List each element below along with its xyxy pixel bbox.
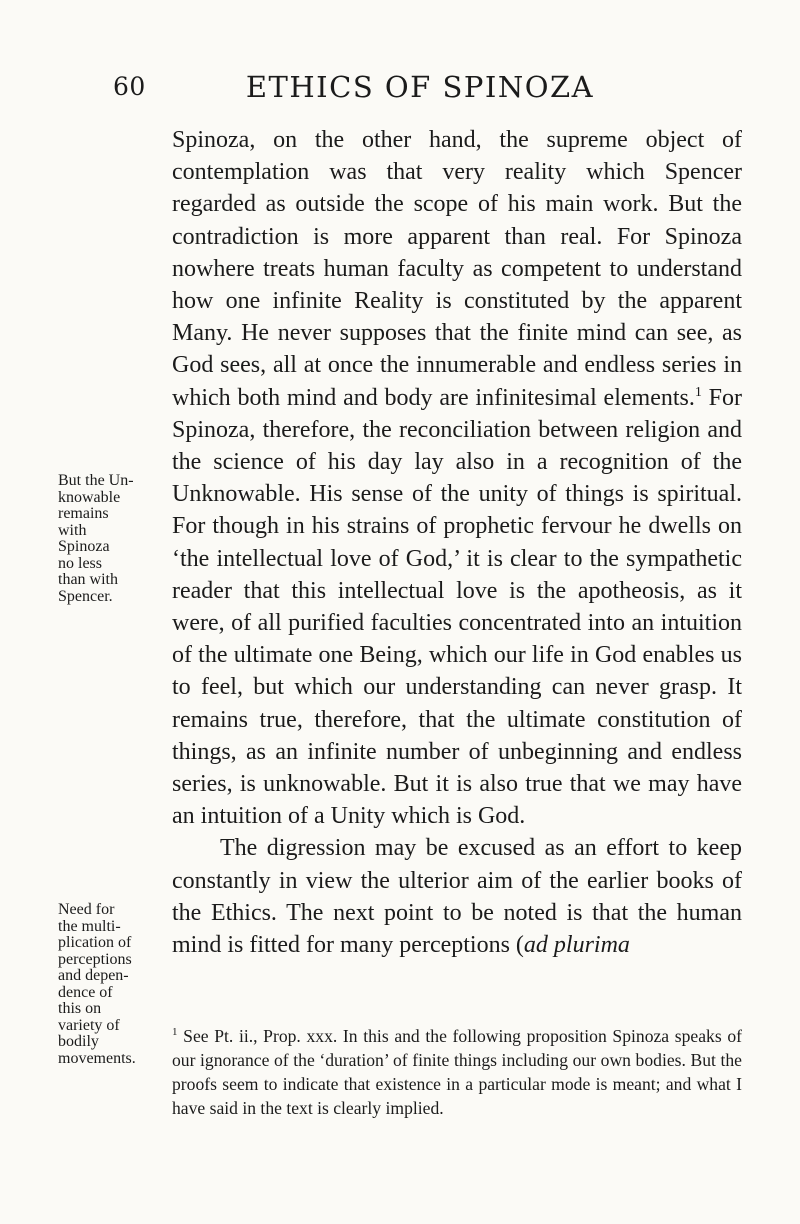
main-text: [172, 124, 742, 961]
footnote: [172, 1024, 742, 1120]
running-head: ETHICS OF SPINOZA: [245, 70, 595, 104]
margin-note-perceptions: Need for the multi- plication of perceptions and depen- dence of this on variety of bodily movements.: [58, 901, 136, 1067]
paragraph-1: [172, 124, 742, 832]
paragraph-2-italic: ad plurima: [523, 932, 630, 959]
paragraph-2: [172, 832, 742, 961]
paragraph-1-part-a: Spinoza, on the other hand, the supreme object of contemplation was that very reality which Spencer regarded as outside the scope of his main work. But the contradiction is more apparent than real. For Spinoza nowhere treats human faculty as competent to understand how one infinite Reality is constituted by the apparent Many. He never supposes that the finite mind can see, as God sees, all at once the innumerable and endless series in which both mind and body are infinitesimal elements.: [172, 127, 742, 411]
page-number: 60: [113, 72, 146, 101]
paragraph-1-part-b: For Spinoza, therefore, the reconciliation between religion and the science of his day lay also in a recognition of the Unknowable. His sense of the unity of things is spiritual. For though in his strains of prophetic fervour he dwells on ‘the intellectual love of God,’ it is clear to the sympathetic reader that this intellectual love is the apotheosis, as it were, of all purified faculties concentrated into an intuition of the ultimate one Being, which our life in God enables us to feel, but which our understanding can never grasp. It remains true, therefore, that the ultimate constitution of things, as an infinite number of unbeginning and endless series, is unknowable. But it is also true that we may have an intuition of a Unity which is God.: [172, 384, 743, 830]
margin-note-unknowable: But the Un- knowable remains with Spinoza no less than with Spencer.: [58, 472, 134, 605]
paragraph-2-part-a: The digression may be excused as an effort to keep constantly in view the ulterior aim of the earlier books of the Ethics. The next point to be noted is that the human mind is fitted for many perceptions (: [172, 835, 742, 959]
footnote-reference: 1: [694, 384, 702, 400]
footnote-mark: 1: [172, 1026, 178, 1039]
footnote-text: See Pt. ii., Prop. xxx. In this and the following proposition Spinoza speaks of our ignorance of the ‘duration’ of finite things including our own bodies. But the proofs seem to indicate that existence in a particular mode is meant; and what I have said in the text is clearly implied.: [172, 1026, 742, 1118]
